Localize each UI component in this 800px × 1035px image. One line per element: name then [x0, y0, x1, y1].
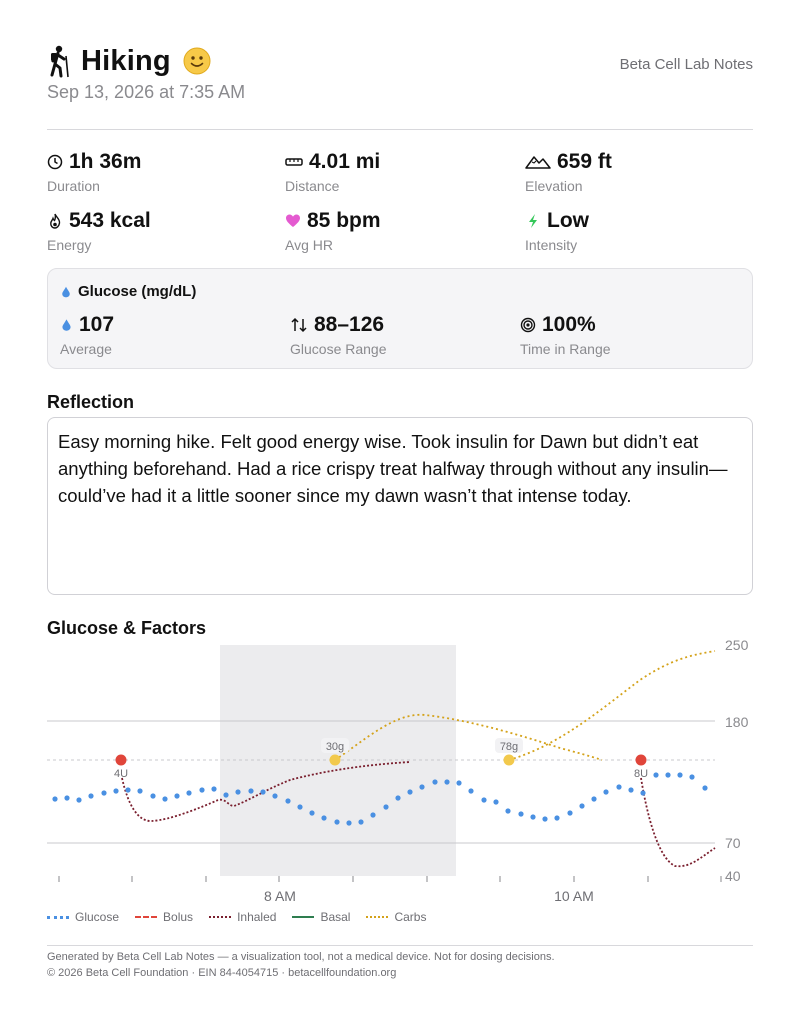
stat-distance	[285, 150, 380, 194]
stat-value: 107	[79, 313, 115, 336]
glucose-point	[554, 815, 559, 820]
hiker-icon	[47, 44, 73, 78]
x-tick-label: 8 AM	[264, 888, 296, 904]
glucose-point	[235, 789, 240, 794]
legend-basal[interactable]	[292, 910, 350, 924]
stat-value: 88–126	[314, 313, 385, 336]
y-tick-label: 250	[725, 637, 749, 653]
glucose-point	[407, 789, 412, 794]
legend-swatch	[135, 916, 157, 918]
glucose-point	[199, 787, 204, 792]
carbs-label: 78g	[499, 741, 519, 753]
bolus-label: 4U	[113, 768, 129, 780]
glucose-point	[665, 772, 670, 777]
carbs-label: 30g	[325, 741, 345, 753]
stat-label: Time in Range	[520, 341, 611, 357]
stat-value: 1h 36m	[69, 150, 142, 173]
brand-label: Beta Cell Lab Notes	[619, 56, 753, 73]
stat-label: Energy	[47, 237, 92, 253]
glucose-point	[64, 795, 69, 800]
glucose-card-title: Glucose (mg/dL)	[60, 283, 196, 300]
legend-swatch	[209, 916, 231, 918]
flame-icon	[47, 213, 63, 229]
glucose-point	[174, 793, 179, 798]
glucose-time-in-range	[520, 313, 611, 357]
disclaimer-text: Generated by Beta Cell Lab Notes — a visualization tool, not a medical device. Not for dosing decisions.	[47, 951, 555, 963]
carbs-curve-2	[509, 651, 715, 760]
glucose-point	[321, 815, 326, 820]
glucose-point	[616, 784, 621, 789]
glucose-point	[677, 772, 682, 777]
smile-emoji-icon	[183, 47, 211, 75]
glucose-point	[653, 772, 658, 777]
chart-heading: Glucose & Factors	[47, 618, 207, 638]
glucose-point	[248, 788, 253, 793]
stat-value: 85 bpm	[307, 209, 381, 232]
glucose-point	[52, 796, 57, 801]
page-title: Hiking	[81, 44, 171, 77]
stat-label: Intensity	[525, 237, 578, 253]
glucose-point	[101, 790, 106, 795]
carbs-marker	[330, 755, 341, 766]
clock-icon	[47, 154, 63, 170]
bolt-icon	[525, 213, 541, 229]
glucose-point	[223, 792, 228, 797]
glucose-point	[444, 779, 449, 784]
glucose-point	[211, 786, 216, 791]
workout-datetime: Sep 13, 2026 at 7:35 AM	[47, 82, 246, 102]
glucose-point	[689, 774, 694, 779]
legend-carbs[interactable]	[366, 910, 426, 924]
reflection-heading: Reflection	[47, 392, 135, 412]
glucose-point	[125, 787, 130, 792]
glucose-summary-card	[47, 268, 753, 369]
glucose-point	[297, 804, 302, 809]
glucose-point	[186, 790, 191, 795]
stat-value: 100%	[542, 313, 596, 336]
stat-avg-hr	[285, 209, 381, 253]
chart-legend	[47, 910, 426, 924]
glucose-point	[468, 788, 473, 793]
x-axis-ticks	[59, 876, 721, 882]
glucose-point	[113, 788, 118, 793]
glucose-point	[505, 808, 510, 813]
bolus-marker	[116, 755, 127, 766]
footer	[47, 949, 555, 981]
glucose-point	[76, 797, 81, 802]
bolus-label: 8U	[633, 768, 649, 780]
copyright-text: © 2026 Beta Cell Foundation · EIN 84-4054715 · betacellfoundation.org	[47, 967, 397, 979]
y-tick-label: 40	[725, 868, 741, 884]
stat-label: Duration	[47, 178, 100, 194]
glucose-point	[567, 810, 572, 815]
stat-label: Distance	[285, 178, 340, 194]
stat-label: Avg HR	[285, 237, 333, 253]
legend-swatch	[47, 916, 69, 919]
footer-divider	[47, 945, 753, 946]
drop-icon	[60, 317, 73, 333]
glucose-point	[346, 820, 351, 825]
glucose-point	[493, 799, 498, 804]
glucose-point	[481, 797, 486, 802]
reflection-text[interactable]: Easy morning hike. Felt good energy wise. Took insulin for Dawn but didn’t eat anything beforehand. Had a rice crispy treat halfway through without any insulin—could’ve had it a little sooner since my dawn wasn’t that intense today.	[47, 417, 753, 595]
glucose-point	[702, 785, 707, 790]
stat-label: Elevation	[525, 178, 583, 194]
glucose-point	[419, 784, 424, 789]
legend-inhaled[interactable]	[209, 910, 276, 924]
legend-label: Carbs	[394, 910, 427, 924]
glucose-point	[432, 779, 437, 784]
glucose-point	[383, 804, 388, 809]
glucose-point	[518, 811, 523, 816]
stat-elevation	[525, 150, 612, 194]
carbs-marker	[504, 755, 515, 766]
legend-label: Bolus	[163, 910, 194, 924]
target-icon	[520, 317, 536, 333]
glucose-point	[272, 793, 277, 798]
divider	[47, 129, 753, 130]
glucose-point	[285, 798, 290, 803]
glucose-average	[60, 313, 114, 357]
stat-label: Glucose Range	[290, 341, 387, 357]
stat-value: 659 ft	[557, 150, 612, 173]
glucose-point	[395, 795, 400, 800]
stat-value: Low	[547, 209, 589, 232]
stat-value: 4.01 mi	[309, 150, 381, 173]
glucose-range	[290, 313, 387, 357]
legend-label: Basal	[320, 910, 351, 924]
heart-icon	[285, 213, 301, 229]
stat-energy	[47, 209, 151, 253]
glucose-point	[358, 819, 363, 824]
glucose-point	[530, 814, 535, 819]
glucose-point	[542, 816, 547, 821]
legend-swatch	[366, 916, 388, 918]
glucose-point	[591, 796, 596, 801]
glucose-point	[579, 803, 584, 808]
legend-label: Inhaled	[237, 910, 277, 924]
legend-glucose[interactable]	[47, 910, 119, 924]
glucose-point	[370, 812, 375, 817]
stat-duration	[47, 150, 141, 194]
mountain-icon	[525, 154, 551, 170]
drop-icon	[60, 285, 72, 299]
legend-label: Glucose	[75, 910, 120, 924]
glucose-point	[88, 793, 93, 798]
legend-bolus[interactable]	[135, 910, 193, 924]
arrows-icon	[290, 317, 308, 333]
glucose-point	[309, 810, 314, 815]
stat-label: Average	[60, 341, 112, 357]
glucose-point	[260, 789, 265, 794]
stat-value: 543 kcal	[69, 209, 151, 232]
glucose-point	[162, 796, 167, 801]
glucose-point	[628, 787, 633, 792]
y-tick-label: 70	[725, 835, 741, 851]
x-tick-label: 10 AM	[554, 888, 594, 904]
header	[47, 44, 753, 114]
inhaled-curve-2	[641, 778, 715, 866]
glucose-point	[640, 790, 645, 795]
y-tick-label: 180	[725, 714, 749, 730]
glucose-point	[150, 793, 155, 798]
glucose-point	[456, 780, 461, 785]
glucose-point	[603, 789, 608, 794]
legend-swatch	[292, 916, 314, 918]
stat-intensity	[525, 209, 589, 253]
ruler-icon	[285, 154, 303, 170]
glucose-point	[137, 788, 142, 793]
bolus-marker	[636, 755, 647, 766]
glucose-factors-chart	[0, 630, 800, 930]
glucose-point	[334, 819, 339, 824]
